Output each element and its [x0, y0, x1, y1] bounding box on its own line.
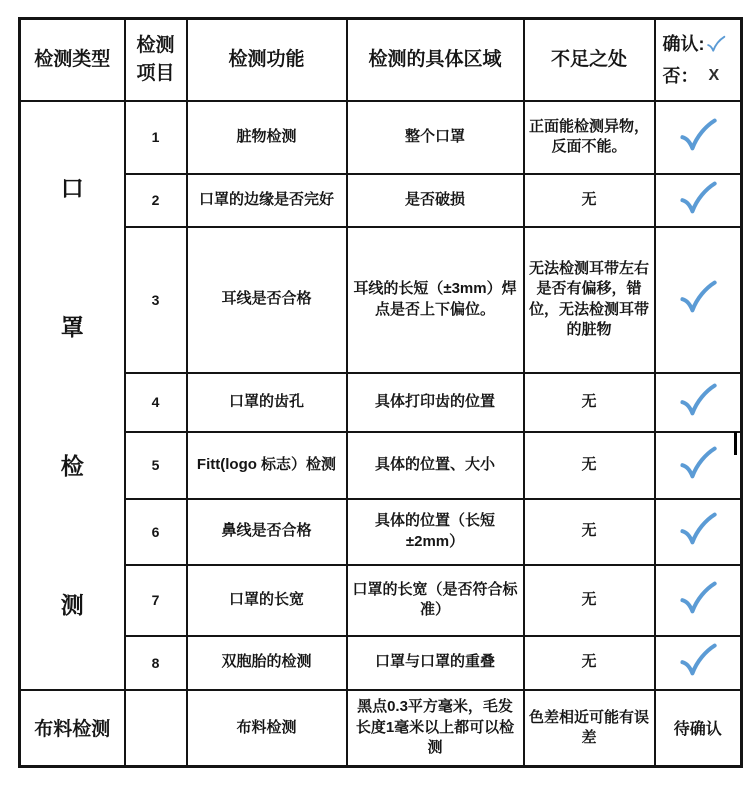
- row-area: 整个口罩: [347, 101, 524, 174]
- inspection-table: [18, 17, 743, 768]
- row-number: 3: [125, 227, 187, 373]
- confirm-no-label: 否：: [662, 65, 699, 86]
- check-icon: [678, 642, 718, 678]
- row-deficiency: 无: [524, 636, 655, 690]
- row-status-cell: 待确认: [655, 690, 742, 767]
- col-header-confirm: [655, 19, 742, 101]
- col-header-item: 检测项目: [125, 19, 187, 101]
- row-function: Fitt(logo 标志）检测: [187, 432, 347, 499]
- row-status-cell: [655, 174, 742, 227]
- col-header-area: 检测的具体区域: [347, 19, 524, 101]
- table-row: [20, 565, 742, 636]
- row-deficiency: 无: [524, 499, 655, 565]
- row-number: 5: [125, 432, 187, 499]
- table-row: [20, 373, 742, 432]
- row-number: 7: [125, 565, 187, 636]
- header-row: [20, 19, 742, 101]
- table-row: [20, 174, 742, 227]
- category-mask-vertical-label: 口 罩 检 测: [60, 175, 84, 618]
- check-icon: [678, 580, 718, 616]
- row-number: 4: [125, 373, 187, 432]
- row-area: 耳线的长短（±3mm）焊点是否上下偏位。: [347, 227, 524, 373]
- table-row: [20, 101, 742, 174]
- row-area: 具体打印齿的位置: [347, 373, 524, 432]
- row-function: 鼻线是否合格: [187, 499, 347, 565]
- row-area: 口罩的长宽（是否符合标准）: [347, 565, 524, 636]
- row-status-cell: [655, 499, 742, 565]
- row-area: 具体的位置、大小: [347, 432, 524, 499]
- row-status-cell: [655, 373, 742, 432]
- check-icon: [678, 511, 718, 547]
- row-function: 口罩的长宽: [187, 565, 347, 636]
- row-function: 口罩的齿孔: [187, 373, 347, 432]
- check-icon: [678, 180, 718, 216]
- row-number: 1: [125, 101, 187, 174]
- table-row: [20, 499, 742, 565]
- table-row-fabric: [20, 690, 742, 767]
- document-page: [18, 17, 743, 768]
- confirm-no-line: [663, 63, 720, 89]
- check-icon: [678, 117, 718, 153]
- col-header-deficiency: 不足之处: [524, 19, 655, 101]
- text-cursor: [734, 432, 737, 455]
- confirm-yes-label: 确认:: [662, 33, 705, 54]
- category-fabric-cell: 布料检测: [20, 690, 125, 767]
- category-mask-cell: [20, 101, 125, 690]
- row-status-cell: [655, 101, 742, 174]
- row-area: 是否破损: [347, 174, 524, 227]
- row-number: 8: [125, 636, 187, 690]
- row-deficiency: 正面能检测异物，反面不能。: [524, 101, 655, 174]
- row-area: 黑点0.3平方毫米，毛发长度1毫米以上都可以检测: [347, 690, 524, 767]
- check-icon: [678, 445, 718, 481]
- row-number: 2: [125, 174, 187, 227]
- row-status-cell: [655, 636, 742, 690]
- table-row: [20, 432, 742, 499]
- row-deficiency: 无: [524, 373, 655, 432]
- row-function: 脏物检测: [187, 101, 347, 174]
- row-status-cell: [655, 565, 742, 636]
- check-icon: [706, 35, 726, 53]
- row-number: 6: [125, 499, 187, 565]
- row-number: [125, 690, 187, 767]
- row-deficiency: 无: [524, 565, 655, 636]
- check-icon: [678, 382, 718, 418]
- col-header-function: 检测功能: [187, 19, 347, 101]
- row-status-cell: [655, 432, 742, 499]
- confirm-yes-line: [663, 31, 726, 57]
- x-mark: X: [708, 67, 720, 85]
- row-function: 耳线是否合格: [187, 227, 347, 373]
- table-row: [20, 636, 742, 690]
- table-row: [20, 227, 742, 373]
- confirm-legend: [660, 31, 737, 89]
- check-icon: [678, 279, 718, 315]
- row-deficiency: 无: [524, 432, 655, 499]
- row-status-cell: [655, 227, 742, 373]
- row-deficiency: 无: [524, 174, 655, 227]
- row-deficiency: 无法检测耳带左右是否有偏移，错位，无法检测耳带的脏物: [524, 227, 655, 373]
- row-function: 布料检测: [187, 690, 347, 767]
- row-area: 具体的位置（长短±2mm）: [347, 499, 524, 565]
- col-header-type: 检测类型: [20, 19, 125, 101]
- row-area: 口罩与口罩的重叠: [347, 636, 524, 690]
- row-function: 双胞胎的检测: [187, 636, 347, 690]
- row-function: 口罩的边缘是否完好: [187, 174, 347, 227]
- row-deficiency: 色差相近可能有误差: [524, 690, 655, 767]
